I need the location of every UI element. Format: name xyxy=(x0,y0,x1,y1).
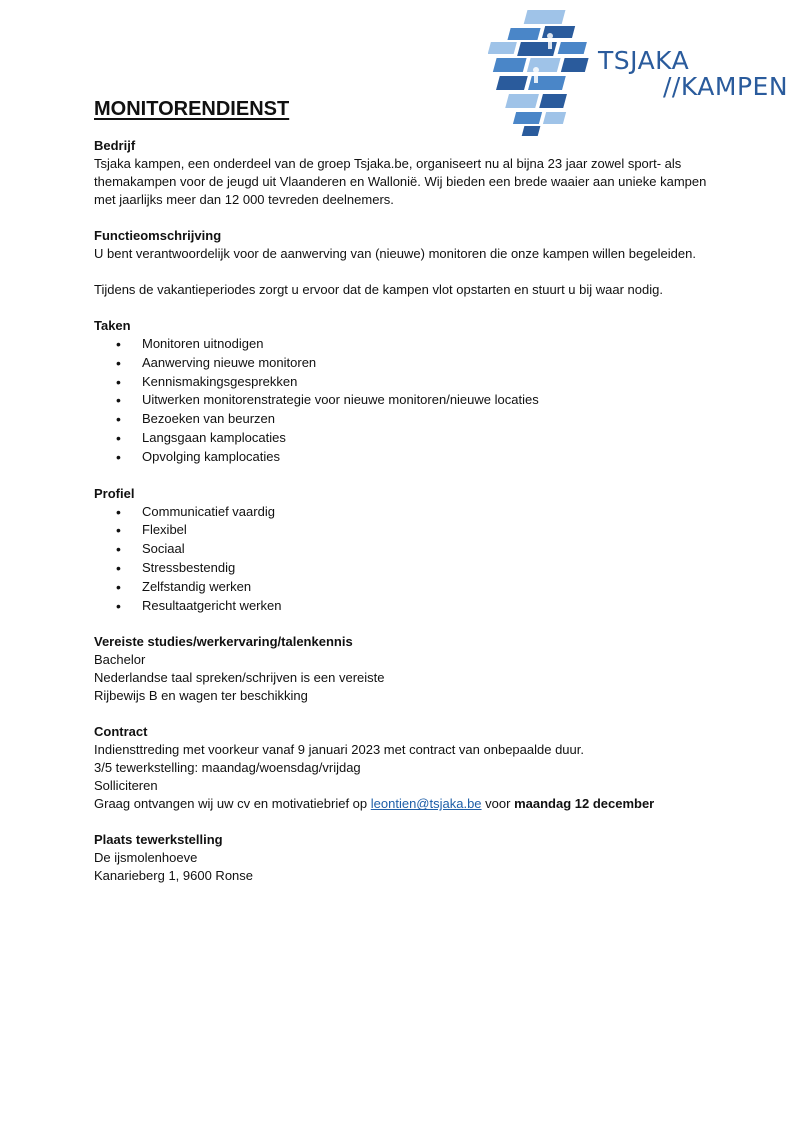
heading-vereisten: Vereiste studies/werkervaring/talenkennis xyxy=(94,634,353,650)
tsjaka-kampen-logo xyxy=(488,8,788,138)
taken-list xyxy=(94,335,714,467)
email-link[interactable]: leontien@tsjaka.be xyxy=(370,796,482,812)
contract-line-3: Solliciteren xyxy=(94,778,158,794)
list-item: • Zelfstandig werken xyxy=(94,578,714,597)
list-item: • Sociaal xyxy=(94,540,714,559)
apply-mid: voor xyxy=(481,796,515,812)
heading-bedrijf: Bedrijf xyxy=(94,138,136,153)
apply-prefix: Graag ontvangen wij uw cv en motivatiebrief op xyxy=(94,796,371,812)
vereisten-line: Nederlandse taal spreken/schrijven is een vereiste xyxy=(94,670,385,686)
logo-text-kampen: //KAMPEN xyxy=(663,72,789,101)
document-body xyxy=(94,137,714,903)
list-item: • Bezoeken van beurzen xyxy=(94,410,714,429)
apply-line xyxy=(94,795,714,813)
section-taken xyxy=(94,317,714,467)
deadline-text: maandag 12 december xyxy=(514,796,655,812)
functie-text-1: U bent verantwoordelijk voor de aanwerving van (nieuwe) monitoren die onze kampen willen begeleiden. xyxy=(94,246,696,261)
heading-profiel: Profiel xyxy=(94,485,135,501)
section-vereisten xyxy=(94,633,714,705)
plaats-line-1: De ijsmolenhoeve xyxy=(94,850,198,866)
section-functieomschrijving xyxy=(94,227,714,299)
section-bedrijf xyxy=(94,137,714,209)
list-item: • Stressbestendig xyxy=(94,559,714,578)
heading-functieomschrijving: Functieomschrijving xyxy=(94,228,222,243)
list-item: • Uitwerken monitorenstrategie voor nieuwe monitoren/nieuwe locaties xyxy=(94,391,714,410)
profiel-list xyxy=(94,503,714,616)
list-item: • Monitoren uitnodigen xyxy=(94,335,714,354)
page-title: MONITORENDIENST xyxy=(94,98,290,120)
list-item: • Aanwerving nieuwe monitoren xyxy=(94,354,714,373)
contract-line-1: Indiensttreding met voorkeur vanaf 9 januari 2023 met contract van onbepaalde duur. xyxy=(94,742,584,758)
section-contract xyxy=(94,723,714,813)
list-item: • Opvolging kamplocaties xyxy=(94,448,714,467)
logo-text-tsjaka: TSJAKA xyxy=(598,46,690,75)
list-item: • Kennismakingsgesprekken xyxy=(94,373,714,392)
heading-contract: Contract xyxy=(94,724,148,740)
bedrijf-text: Tsjaka kampen, een onderdeel van de groep Tsjaka.be, organiseert nu al bijna 23 jaar zowel sport- als themakampen voor de jeugd uit Vlaanderen en Wallonië. Wij bieden een brede waaier aan unieke kampen met jaarlijks meer dan 12 000 tevreden deelnemers. xyxy=(94,156,707,207)
list-item: • Langsgaan kamplocaties xyxy=(94,429,714,448)
plaats-line-2: Kanarieberg 1, 9600 Ronse xyxy=(94,868,254,884)
functie-text-2: Tijdens de vakantieperiodes zorgt u ervoor dat de kampen vlot opstarten en stuurt u bij waar nodig. xyxy=(94,282,663,297)
heading-plaats: Plaats tewerkstelling xyxy=(94,832,223,848)
heading-taken: Taken xyxy=(94,318,131,333)
vereisten-line: Rijbewijs B en wagen ter beschikking xyxy=(94,688,308,704)
logo-mosaic-icon xyxy=(488,8,603,138)
vereisten-line: Bachelor xyxy=(94,652,146,668)
list-item: • Communicatief vaardig xyxy=(94,503,714,522)
contract-line-2: 3/5 tewerkstelling: maandag/woensdag/vrijdag xyxy=(94,760,361,776)
list-item: • Resultaatgericht werken xyxy=(94,597,714,616)
list-item: • Flexibel xyxy=(94,521,714,540)
section-plaats xyxy=(94,831,714,885)
section-profiel xyxy=(94,485,714,616)
